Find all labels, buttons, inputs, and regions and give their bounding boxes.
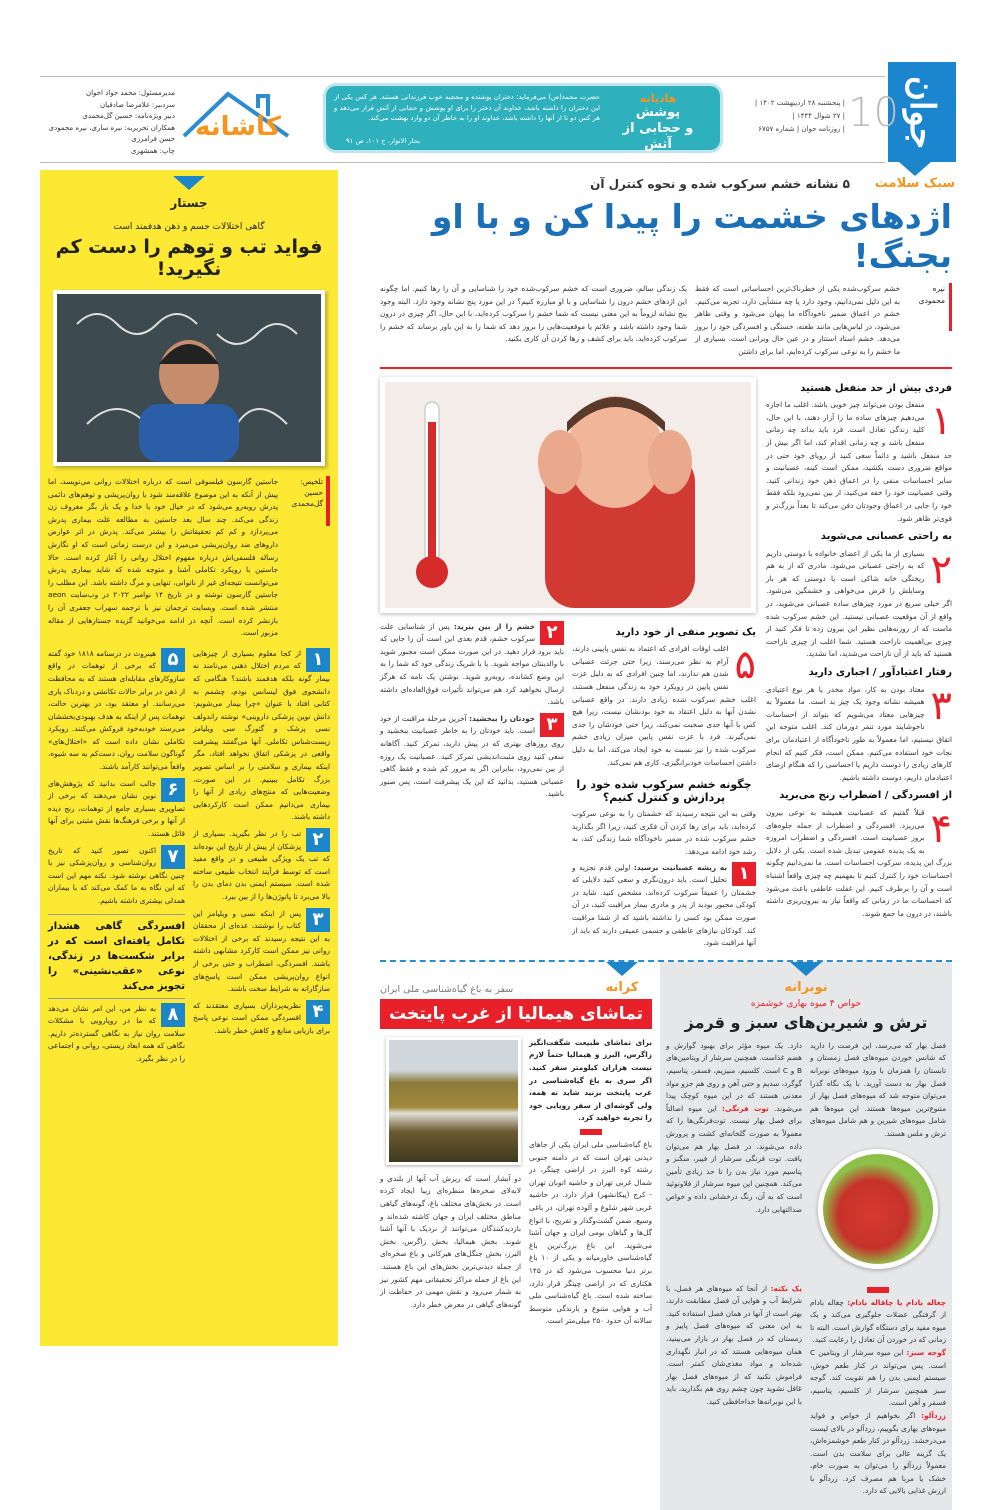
intro-row: [380, 283, 952, 359]
step-text: آخرین مرحله مراقبت از خود است. باید خودتان را به خاطر عصبانیت ببخشید و روی روزهای بهتری که در پیش دارید، تمرکز کنید. آگاهانه سعی کنید روی مثبت‌اندیشی تمرکز کنید. عصبانیت یک روزه از بین نمی‌رود، بنابراین اگر به مرور کم شده و فقط گاهی عصبانی هستید، بدانید که این یک پیشرفت است، پس صبور باشید.: [380, 713, 564, 799]
sign-text: بسیاری از ما یکی از اعضای خانواده یا دوستی داریم که به راحتی عصبانی می‌شود. مادری که از به هم ریختگی خانه شاکی است یا دوستی که هر بار وسایلش را قرض می‌خواهی و خشمگین می‌شود. اگر خیلی سریع در مورد چیزهای ساده عصبانی می‌شوید، در واقع از آن موقعیت عصبانی نیستید. این خشم سرکوب شده ماست که از روزنه‌هایی نظیر این بیرون زده تا فکر کنید از چیزی بی‌اهمیت ناراحت هستید. شما اغلب از چیزی ناراحت هستید که باید از آن ناراحت می‌شدید، اما نشدید.: [766, 548, 952, 659]
sign-number: ۴: [930, 805, 952, 852]
sign-title: یک تصویر منفی از خود دارید: [615, 626, 756, 638]
jostar-columns: [48, 648, 330, 1066]
item-number: ۸: [161, 1003, 185, 1027]
byline-name: حسین گل‌محمدی: [291, 488, 323, 508]
separator: [580, 1129, 602, 1135]
credit-line: چاپ: همشهری: [130, 146, 175, 155]
item-text: این میوه سرشار از ویتامین C است. پس می‌تواند در کنار طعم خوش، سیستم ایمنی بدن را هم تقویت کند. گوجه سبز همچنین سرشار از کلسیم، پتاسیم، فسفر و آهن است.: [810, 1347, 946, 1408]
headline: اژدهای خشمت را پیدا کن و با او بجنگ!: [431, 197, 952, 275]
sign-title: رفتار اعتیادآور / اجباری دارید: [808, 667, 952, 679]
sign-number: ۵: [734, 642, 756, 689]
item-text: هینروث در درسنامه ۱۸۱۸ خود گفته که برخی از توهمات در واقع سازوکارهای مقابله‌ای هستند که به محافظت از ذهن در برابر حالات تکانشی و دردناک یاری می‌رسانند. او معتقد بود، در بهترین حالت، توهمات پس از اینکه به هدف بهبودی‌بخششان می‌رسند خودبه‌خود فروکش می‌کنند. رویکرد تکاملی نشان داده است که «اختلال‌های» گوناگون سلامت روان، دست‌کم به سه شیوه، واقعاً می‌توانند کارآمد باشند.: [48, 648, 185, 772]
date-line: | پنجشنبه ۲۸ اردیبهشت ۱۴۰۲ |: [754, 99, 845, 107]
nobaraneh-col2: [666, 1040, 802, 1216]
sign-number: ۳: [930, 682, 952, 729]
page-content: [40, 170, 956, 1510]
item-number: ۴: [306, 1000, 330, 1024]
step-text: پس از شناسایی علت سرکوب خشم، قدم بعدی این است آن را جایی که باید برود قرار دهید. در این صورت ممکن است مجبور شوید با والدینتان مواجه شوید. یا با شریک زندگی خود که شما را به این وضع کشانده، روبه‌رو شوید. نوشتن یک نامه که هرگز ارسال نخواهید کرد هم می‌تواند تأثیرات فوق‌العاده‌ای داشته باشد.: [380, 621, 564, 707]
item-text: جالب است بدانید که پژوهش‌های نوین نشان می‌دهند که برخی از تصاویری بسیاری جامع از توهمات، رنج دیده از آنها و برخی فرهنگ‌ها نقش مثبتی برای آنها قائل هستند.: [48, 778, 185, 839]
sign-block: [766, 784, 952, 920]
divider: [380, 367, 952, 369]
nobaraneh-upper: [666, 1040, 946, 1277]
nobaraneh-col4: [810, 1283, 946, 1499]
item-number: ۲: [306, 828, 330, 852]
sign-title: از افسردگی / اضطراب رنج می‌برید: [779, 790, 952, 802]
botanical-garden-photo: [386, 1037, 521, 1165]
credit-line: حسن فرامرزی: [131, 135, 175, 143]
credits: [40, 88, 175, 157]
item-number: ۱: [306, 648, 330, 672]
headline: تماشای هیمالیا از غرب پایتخت: [380, 999, 652, 1029]
sign-title: به راحتی عصبانی می‌شوید: [820, 531, 952, 543]
hadith-title-2: و حجابی از آتش: [622, 121, 694, 152]
anger-illustration: [380, 377, 756, 613]
headline: ترش و شیرین‌های سبز و قرمز: [684, 1012, 928, 1032]
headline: فواید تب و توهم را دست کم نگیرید!: [55, 236, 323, 280]
section-label: سبک سلامت: [874, 176, 956, 191]
intro-right: خشم سرکوب‌شده یکی از خطرناک‌ترین احساساتی است که فقط به این دلیل نمی‌دانیم، وجود دارد یا چه منشأیی دارد، تجربه می‌کنیم. خشم در اعماق ضمیر ناخودآگاه ما پنهان می‌شود و وقتی ظاهر می‌شود، در لباس‌هایی مانند طعنه، خستگی و افسردگی خود را بروز می‌دهد. خشم استاد استتار و در عین حال ویرانی است. بسیاری از ما خشم را به نوعی سرکوب کرده‌ایم، اما برای داشتن: [695, 284, 900, 356]
item-text: پس از اینکه نسی و ویلیامز این کتاب را نوشتند، عده‌ای از محققان به این نتیجه رسیدند که برخی از اختلالات روانی نیز ممکن است کارکرد مشابهی داشته باشند. افسردگی، اضطراب و حتی برخی از انواع روان‌پریشی ممکن است پاسخ‌های سازگارانه به شرایط سخت باشند.: [193, 908, 330, 994]
chalkboard-image: [57, 294, 321, 462]
section-label: نوبرانه: [784, 979, 828, 995]
body: باغ گیاه‌شناسی ملی ایران یکی از جاهای دیدنی تهران است که در دامنه جنوبی رشته کوه البرز در اراضی چیتگر، در شمال غربی تهران و حاشیه اتوبان تهران - کرج (پیکانشهر) قرار دارد. در حاشیه غربی شهر شلوغ و آلوده تهران، در باغی وسیع، ضمن گشت‌وگذار و تفریح، با انواع گل‌ها و گیاهان بومی ایران و جهان آشنا می‌شوید. این باغ بزرگ‌ترین باغ گیاه‌شناسی خاورمیانه و یکی از ۱۰ باغ برتر دنیا محسوب می‌شود که در ۱۴۵ هکتاری که در اراضی چیتگر قرار دارد، ساخته شده است. باغ گیاه‌شناسی ملی آب و هوایی متنوع و بارندگی متوسط سالانه آن حدود ۲۵۰ میلی‌متر است.: [529, 1139, 652, 1326]
steps-column: [380, 621, 564, 801]
bottom-row: [380, 962, 952, 1510]
jostar-left-column: [48, 648, 185, 1066]
control-title: چگونه خشم سرکوب شده خود را پردازش و کنترل کنیم؟: [576, 778, 752, 804]
item-label: گوجه سبز:: [906, 1347, 946, 1357]
article-left-area: [380, 377, 756, 950]
section-marker-icon: [790, 962, 822, 976]
bottom-rule: [40, 162, 885, 163]
section-logo-text: کاشانه: [195, 112, 281, 142]
step-number: ۱: [732, 862, 756, 886]
sign-block: [766, 377, 952, 526]
karaneh-header: [380, 962, 652, 995]
main-area: [380, 170, 956, 1510]
item-text: به نظر من، این امر نشان می‌دهد که ما در رویارویی با مشکلات سلامت روان نیاز به نگاهی گسترده‌تر داریم. نگاهی که همه ابعاد زیستی، روانی و اجتماعی را در نظر بگیرد.: [48, 1003, 185, 1063]
col2-text: دارد. یک میوه مؤثر برای بهبود گوارش و هضم غذاست. همچنین سرشار از ویتامین‌های B و C است. کلسیم، منیزیم، فسفر، پتاسیم، گوگرد، سدیم و حتی آهن و روی هم جزو مواد معدنی هستند که در این میوه کوچک پیدا می‌شوند.: [666, 1040, 803, 1113]
step-number: ۳: [540, 713, 564, 737]
karaneh-body: [380, 1037, 652, 1328]
kicker: گاهی اختلالات جسم و ذهن هدفمند است: [113, 222, 265, 232]
item-number: ۳: [306, 908, 330, 932]
top-rule: [40, 76, 885, 77]
sign-title: فردی بیش از حد منفعل هستید: [800, 382, 952, 394]
article-body: [380, 377, 952, 950]
item-label: چغاله بادام یا چاقاله بادام:: [847, 1297, 946, 1307]
section-label: جستار: [170, 196, 208, 210]
section-marker-icon: [899, 162, 931, 176]
jostar-column: [40, 170, 338, 1346]
kicker: خواص ۴ میوه بهاری خوشمزه: [750, 998, 862, 1009]
nobaraneh-col1: [810, 1040, 946, 1277]
nobaraneh-box: [660, 962, 952, 1510]
credit-line: همکاران تحریریه: نیره ساری، نیره محمودی: [48, 123, 175, 132]
item-text: اگر بخواهیم از خواص و فواید میوه‌های بهاری بگوییم، زردآلو در بالای لیست می‌درخشد. زردآلو در کنار طعم خوشمزه‌اش، یک گزینه عالی برای سلامت بدن است. معمولاً زردآلو را می‌توان به صورت خام، خشک یا مربا هم مصرف کرد. زردآلو با ارزش غذایی بالایی که دارد.: [810, 1410, 946, 1496]
byline: نیره محمودی: [908, 283, 952, 331]
section-heading: [870, 170, 960, 191]
hadith-source: بحار الانوار، ج ۱۰۱، ص ۹۱: [346, 137, 421, 145]
section-logo: [180, 88, 292, 154]
step-text: اولین قدم تجزیه و تحلیل است. باید درون‌نگری و سعی کنید دلایلی که خشمتان را عمیقاً سرکوب کرده‌اند، مشخص کنید. شاید در کودکی مجبور بودید از پدر و مادری بیمار مراقبت کنید، در آن صورت ممکن بود کسی را نداشته باشید که از شما مراقبت کند. کودکان نیازهای عاطفی و جسمی عمیقی دارند که باید از آنها مراقبت شود.: [572, 862, 756, 948]
lead: برای تماشای طبیعت شگفت‌انگیز زاگرس، البرز و هیمالیا حتماً لازم نیست هزاران کیلومتر سفر کنید. اگر سری به باغ گیاه‌شناسی در غرب پایتخت بزنید شاید نه همه، ولی گوشه‌ای از سفر رویایی خود را تجربه خواهید کرد.: [529, 1037, 652, 1123]
stressed-man-photo: [53, 290, 325, 466]
date-block: [745, 97, 845, 136]
karaneh-left-column: [380, 1037, 521, 1312]
item-text: چغاله بادام از گرفتگی عضلات جلوگیری می‌کند و یک میوه مفید برای دستگاه گوارش است. البته تا زمانی که در خوردن آن تعادل را رعایت کنید.: [810, 1297, 946, 1345]
item-text: تب را در نظر بگیرید. بسیاری از پزشکان از پیش از تاریخ این بوده‌اند که تب یک ویژگی طبیعی و در واقع مفید است که توسط فرآیند انتخاب طبیعی ساخته شده است. سیستم ایمنی بدن دمای بدن را بالا می‌برد تا پاتوژن‌ها را از بین ببرد.: [193, 829, 330, 901]
sign-number: ۱: [930, 398, 952, 445]
item-text: اکنون تصور کنید که تاریخ روان‌شناسی و روان‌پزشکی نیز با چنین نگاهی نوشته شود. نکته مهم این است که این نگاه به ما کمک می‌کند که با بیماران همدلی بیشتری داشته باشیم.: [48, 845, 185, 905]
credit-line: مدیرمسئول: محمد جواد اخوان: [85, 89, 175, 97]
strawberries-photo: [818, 1149, 938, 1269]
step-number: ۲: [540, 621, 564, 645]
karaneh-section: [380, 962, 652, 1328]
separator: [867, 1287, 889, 1293]
kicker: ۵ نشانه خشم سرکوب شده و نحوه کنترل آن: [590, 177, 850, 191]
sign-text: معتاد بودن به کار، مواد مخدر یا هر نوع اعتیادی همیشه نشانه وجود یک چیز بد است. ما معمولاً به چیزهایی معتاد می‌شویم که بتواند از احساسات ناخوشایند مورد تنفر دورمان کند. اغلب متوجه این اتفاق نیستیم، اما معمولاً به طور ناخودآگاه از اعتیادمان برای نجات خود استفاده می‌کنیم. ممکن است، فکر کنیم که انجام کارهای زیادی را دوست داریم یا احساسی را که هنگام ارضای اعتیادمان داریم، دوست داشته باشیم.: [766, 684, 952, 782]
item-text: نظریه‌پردازان بسیاری معتقدند که افسردگی ممکن است نوعی پاسخ برای بازیابی منابع و کاهش خطر باشد.: [193, 1000, 330, 1035]
date-line: | ۲۷ شوال ۱۴۴۴ |: [792, 112, 845, 120]
sign-text: قبلاً گفتیم که عصبانیت همیشه به نوعی بیرون می‌ریزد. افسردگی و اضطراب از جمله جلوه‌های بروز عصبانیت است. افسردگی و اضطراب امروزه به یک پدیده عمومی تبدیل شده است. یکی از دلایل بزرگ این پدیده، سرکوب احساسات است. ما نمی‌دانیم چگونه احساسات خود را کنترل کنیم تا بفهمیم چه چیزی واقعاً اشتباه است و آن را برطرف کنیم. این غفلت عاطفی باعث می‌شود که احساسات ما در زمانی که واقعاً نیاز به بیرون‌ریزی داشته باشند، در درون ما جمع شوند.: [766, 807, 952, 918]
step-lead: به ریشه عصبانیت برسید:: [633, 862, 728, 872]
control-intro: وقتی به این نتیجه رسیدید که خشمتان را به نوعی سرکوب کرده‌اید، باید برای رها کردن آن فکری کنید، زیرا اگر بگذارید خشم سرکوب شده در ضمیر ناخودآگاه شما زندگی کند، به رشد خود ادامه می‌دهد.: [572, 809, 756, 857]
sign-block: [766, 525, 952, 661]
item-text: از آنجا که میوه‌های هر فصل، با شرایط آب و هوایی آن فصل مطابقت دارند، بهتر است از آنها در همان فصل استفاده کنید. به این معنی که میوه‌های فصل پاییز و زمستان که در فصل بهار در بازار می‌بینید، همان میوه‌هایی هستند که در انبار نگهداری شده‌اند و مواد مغذی‌شان کمتر است. فراموش نکنید که از میوه‌های فصل بهار غافل نشوید چون چشم روی هم بگذارید، باید با این نوبرانه‌ها خداحافظی کنید.: [666, 1283, 802, 1406]
credit-line: دبیر ویژه‌نامه: حسین گل‌محمدی: [82, 112, 175, 120]
date-line: | روزنامه جوان | شماره ۶۷۵۷: [758, 125, 845, 133]
hadith-kicker: هادیانه: [639, 92, 677, 105]
item-text: از کجا معلوم بسیاری از چیزهایی که مردم اختلال ذهنی می‌نامند نه بیمار گونه بلکه هدفمند باشند؟ هنگامی که دانشجوی فوق لیسانس بودم، چشمم به کتابی افتاد با عنوان «چرا بیمار می‌شویم: دانش نوین پزشکی داروینی» نوشته راندولف نسی پزشک و گئورگ سی ویلیامز زیست‌شناس تکاملی. آنها می‌گفتند پیشرفت واقعی در پزشکی اتفاق نخواهد افتاد، مگر اینکه بیماری و سلامتی را بر اساس تصویر بزرگ تکامل ببینیم. در این صورت، وضعیت‌هایی که منتج‌های زیادی از آنها را بیماری می‌دانیم ممکن است کارکردهایی داشته باشند.: [193, 648, 330, 822]
signs-column: [766, 377, 952, 921]
jostar-right-column: [193, 648, 330, 1038]
main-header: [380, 170, 956, 191]
sign-text: منفعل بودن می‌تواند چیز خوبی باشد. اغلب ما اجازه می‌دهیم چیزهای ساده ما را آزار دهند، با این حال، کلید زندگی تعادل است. فرد باید بداند چه زمانی منفعل باشد و چه زمانی اقدام کند، اما اگر بیش از حد منفعل باشید و دائماً سعی کنید از رویای خود حتی در مواقع ضروری دست بکشید، ممکن است کینه، عصبانیت و سایر احساسات منفی را در اعماق ذهن خود زندانی کنید. وقتی عصبانیت خود را خفه می‌کنید، از بین نمی‌رود بلکه فقط خود را جایی در اعماق وجودتان دفن می‌کند تا بعداً بزرگ‌تر و قوی‌تر ظاهر شود.: [766, 400, 952, 523]
section-marker-icon: [606, 962, 638, 976]
sign-text: اغلب اوقات افرادی که اعتماد به نفس پایینی دارند، آرام به نظر می‌رسند، زیرا حتی جرئت عصبانی شدن هم ندارند، اما چنین افرادی که به دلیل عزت نفس پایین در رویکرد خود به زندگی منفعل هستند، اغلب خشم سرکوب شده زیادی دارند. در واقع عصبانی نشدن آنها به دلیل اعتقاد به خود بودنشان نیست، زیرا هیچ کس با آنها جدی صحبت نمی‌کند، زیرا حتی خودشان را جدی نمی‌گیرند. فرد با عزت نفس پایین میزان زیادی خشم سرکوب شده را نیز نسبت به خود ایجاد می‌کند، اما به دلیل داشتن احساسات خودبرانگیزی، کاری هم نمی‌کند.: [572, 644, 756, 767]
credit-line: سردبیر: غلامرضا صادقیان: [99, 100, 175, 109]
item-label: زردآلو:: [921, 1410, 946, 1420]
kicker: سفر به باغ گیاه‌شناسی ملی ایران: [380, 983, 514, 995]
item-number: ۷: [161, 845, 185, 869]
pullquote: افسردگی گاهی هشدار تکامل یافته‌ای است که در برابر شکست‌ها در زندگی، نوعی «عقب‌نشینی» را تجویز می‌کند: [48, 914, 185, 999]
sign-block: [572, 621, 756, 770]
step-lead: خشم را از بین ببرید:: [453, 621, 535, 631]
jostar-intro: جاستین گارسون فیلسوفی است که درباره اختلالات روانی می‌نویسد، اما پیش از آنکه به این موضوع علاقه‌مند شود با روان‌پریشی و توهم‌های دائمی پدرش روبه‌رو می‌شود که در خیال خود با خدا و یک باز بگر معروف زن زندگی می‌کند. چند سال بعد جاستین به مطالعه علت بیماری پدرش می‌پردازد و کم کم تحقیقاتش را بیشتر می‌کند. پدرش در اثر عوارض داروهای ضد روان‌پریشی می‌میرد و این درست زمانی است که او نگارش رساله فلسفی‌اش درباره مفهوم اختلال روانی را آغاز کرده است. حالا جاستین با رویکرد تکاملی آشنا و متوجه شده که شاید بیماری پدرش می‌توانست نتیجه‌ای غیر از ناتوانی، تنهایی و مرگ داشته باشد. این مطلب را جاستین گارسون نوشته و در تاریخ ۱۴ نوامبر ۲۰۲۲ در وب‌سایت aeon منتشر شده است. وبسایت ترجمان نیز با ترجمه سهراب جعفری آن را بازنشر کرده است. آنچه در ادامه می‌خوانید گزیده جستارهایی از مقاله مزبور است.: [48, 477, 278, 638]
step-lead: خودتان را ببخشید:: [469, 713, 535, 723]
item-label: یک نکته:: [770, 1283, 802, 1293]
item-number: ۶: [161, 778, 185, 802]
item-text: این میوه اصالتاً برای فصل بهار نیست. توت‌فرنگی‌ها را که معمولاً به صورت گلخانه‌ای کشت و پرورش داده می‌شوند، در فصل بهار هم می‌توان یافت. توت فرنگی سرشار از فیبر، منگنز و پتاسیم مورد نیاز بدن را تا حد زیادی تأمین می‌کند. همچنین این میوه سرشار از فلاونوئید است که به آن، رنگ درخشانی داده و خواص ضدالتهابی دارد.: [666, 1103, 802, 1214]
hadith-title: [608, 92, 708, 153]
section-marker-icon: [173, 176, 205, 190]
nobaraneh-col3: [666, 1283, 802, 1409]
item-number: ۵: [161, 648, 185, 672]
intro: فصل بهار که می‌رسد، این فرصت را دارید که شانس خوردن میوه‌های فصل زمستان و تابستان را همزمان با ورود میوه‌های نوبرانه فصل بهار به دست آورید. با یک نگاه گذرا می‌توان متوجه شد که میوه‌های فصل بهار از متنوع‌ترین میوه‌ها هستند. این میوه‌ها هم شامل میوه‌های شیرین و هم شامل میوه‌های ترش و ملس هستند.: [810, 1040, 946, 1138]
karaneh-right-column: [529, 1037, 652, 1328]
section-label: کرانه: [605, 979, 639, 995]
section-heading: [592, 962, 652, 995]
sign-number: ۲: [930, 546, 952, 593]
karaneh-body-2: دو آبشار است که ریزش آب آنها از بلندی و لابه‌لای صخره‌ها منظره‌ای زیبا ایجاد کرده است. در بخش‌های مختلف باغ، گونه‌های گیاهی مناطق مختلف ایران و جهان کاشته شده‌اند و بازدیدکنندگان می‌توانند از نزدیک با آنها آشنا شوند. بخش هیمالیا، بخش زاگرس، بخش البرز، بخش جنگل‌های هیرکانی و باغ صخره‌ای از جمله دیدنی‌ترین بخش‌های این باغ هستند. این باغ از جمله مراکز تحقیقاتی مهم کشور نیز به شمار می‌رود و نقش مهمی در حفاظت از گونه‌های گیاهی در معرض خطر دارد.: [380, 1173, 521, 1309]
intro-left: یک زندگی سالم، ضروری است که خشم سرکوب‌شده خود را شناسایی و آن را رها کنیم. اما چگونه این اژدهای خشم درون را شناسایی و با او مبارزه کنیم؟ در این مورد پنج نشانه وجود دارد. البته وجود پنج نشانه لزوماً به این معنی نیست که شما خشم را سرکوب کرده‌اید، با این حال، اگر چیزی در درون شما وجود داشته باشد و علائم یا موقعیت‌هایی را بروز دهد که شما را به این باور برساند که خشم را سرکوب کرده‌اید، باید برای کشف و رها کردن آن کاری بکنید.: [380, 284, 687, 344]
byline: [286, 476, 330, 526]
newspaper-logo: جوان: [888, 62, 956, 162]
hadith-text: حضرت محمد(ص) می‌فرماید: دختران پوشنده و محجبه خوب فرزندانی هستند. هر کس یکی از این دختران را داشته باشد، خداوند آن دختر را برای او پوشش و حجابی از آتش قرار می‌دهد و هر کس دو تا از آنها را داشته باشد، خداوند او را به خاطر آن دو وارد بهشت می‌کند.: [334, 93, 600, 122]
sign5-column: [572, 621, 756, 950]
page-number: 10: [848, 90, 899, 136]
sign-block: [766, 661, 952, 784]
thermometer-person-image: [385, 382, 751, 608]
hadith-title-1: پوشش: [635, 105, 681, 120]
article-lower-columns: [380, 621, 756, 950]
nobaraneh-lower: [666, 1283, 946, 1499]
byline-label: تلخیص:: [300, 477, 323, 486]
item-label: توت فرنگی:: [722, 1103, 769, 1113]
jostar-intro-row: [48, 476, 330, 640]
hadith-box: [326, 86, 720, 150]
